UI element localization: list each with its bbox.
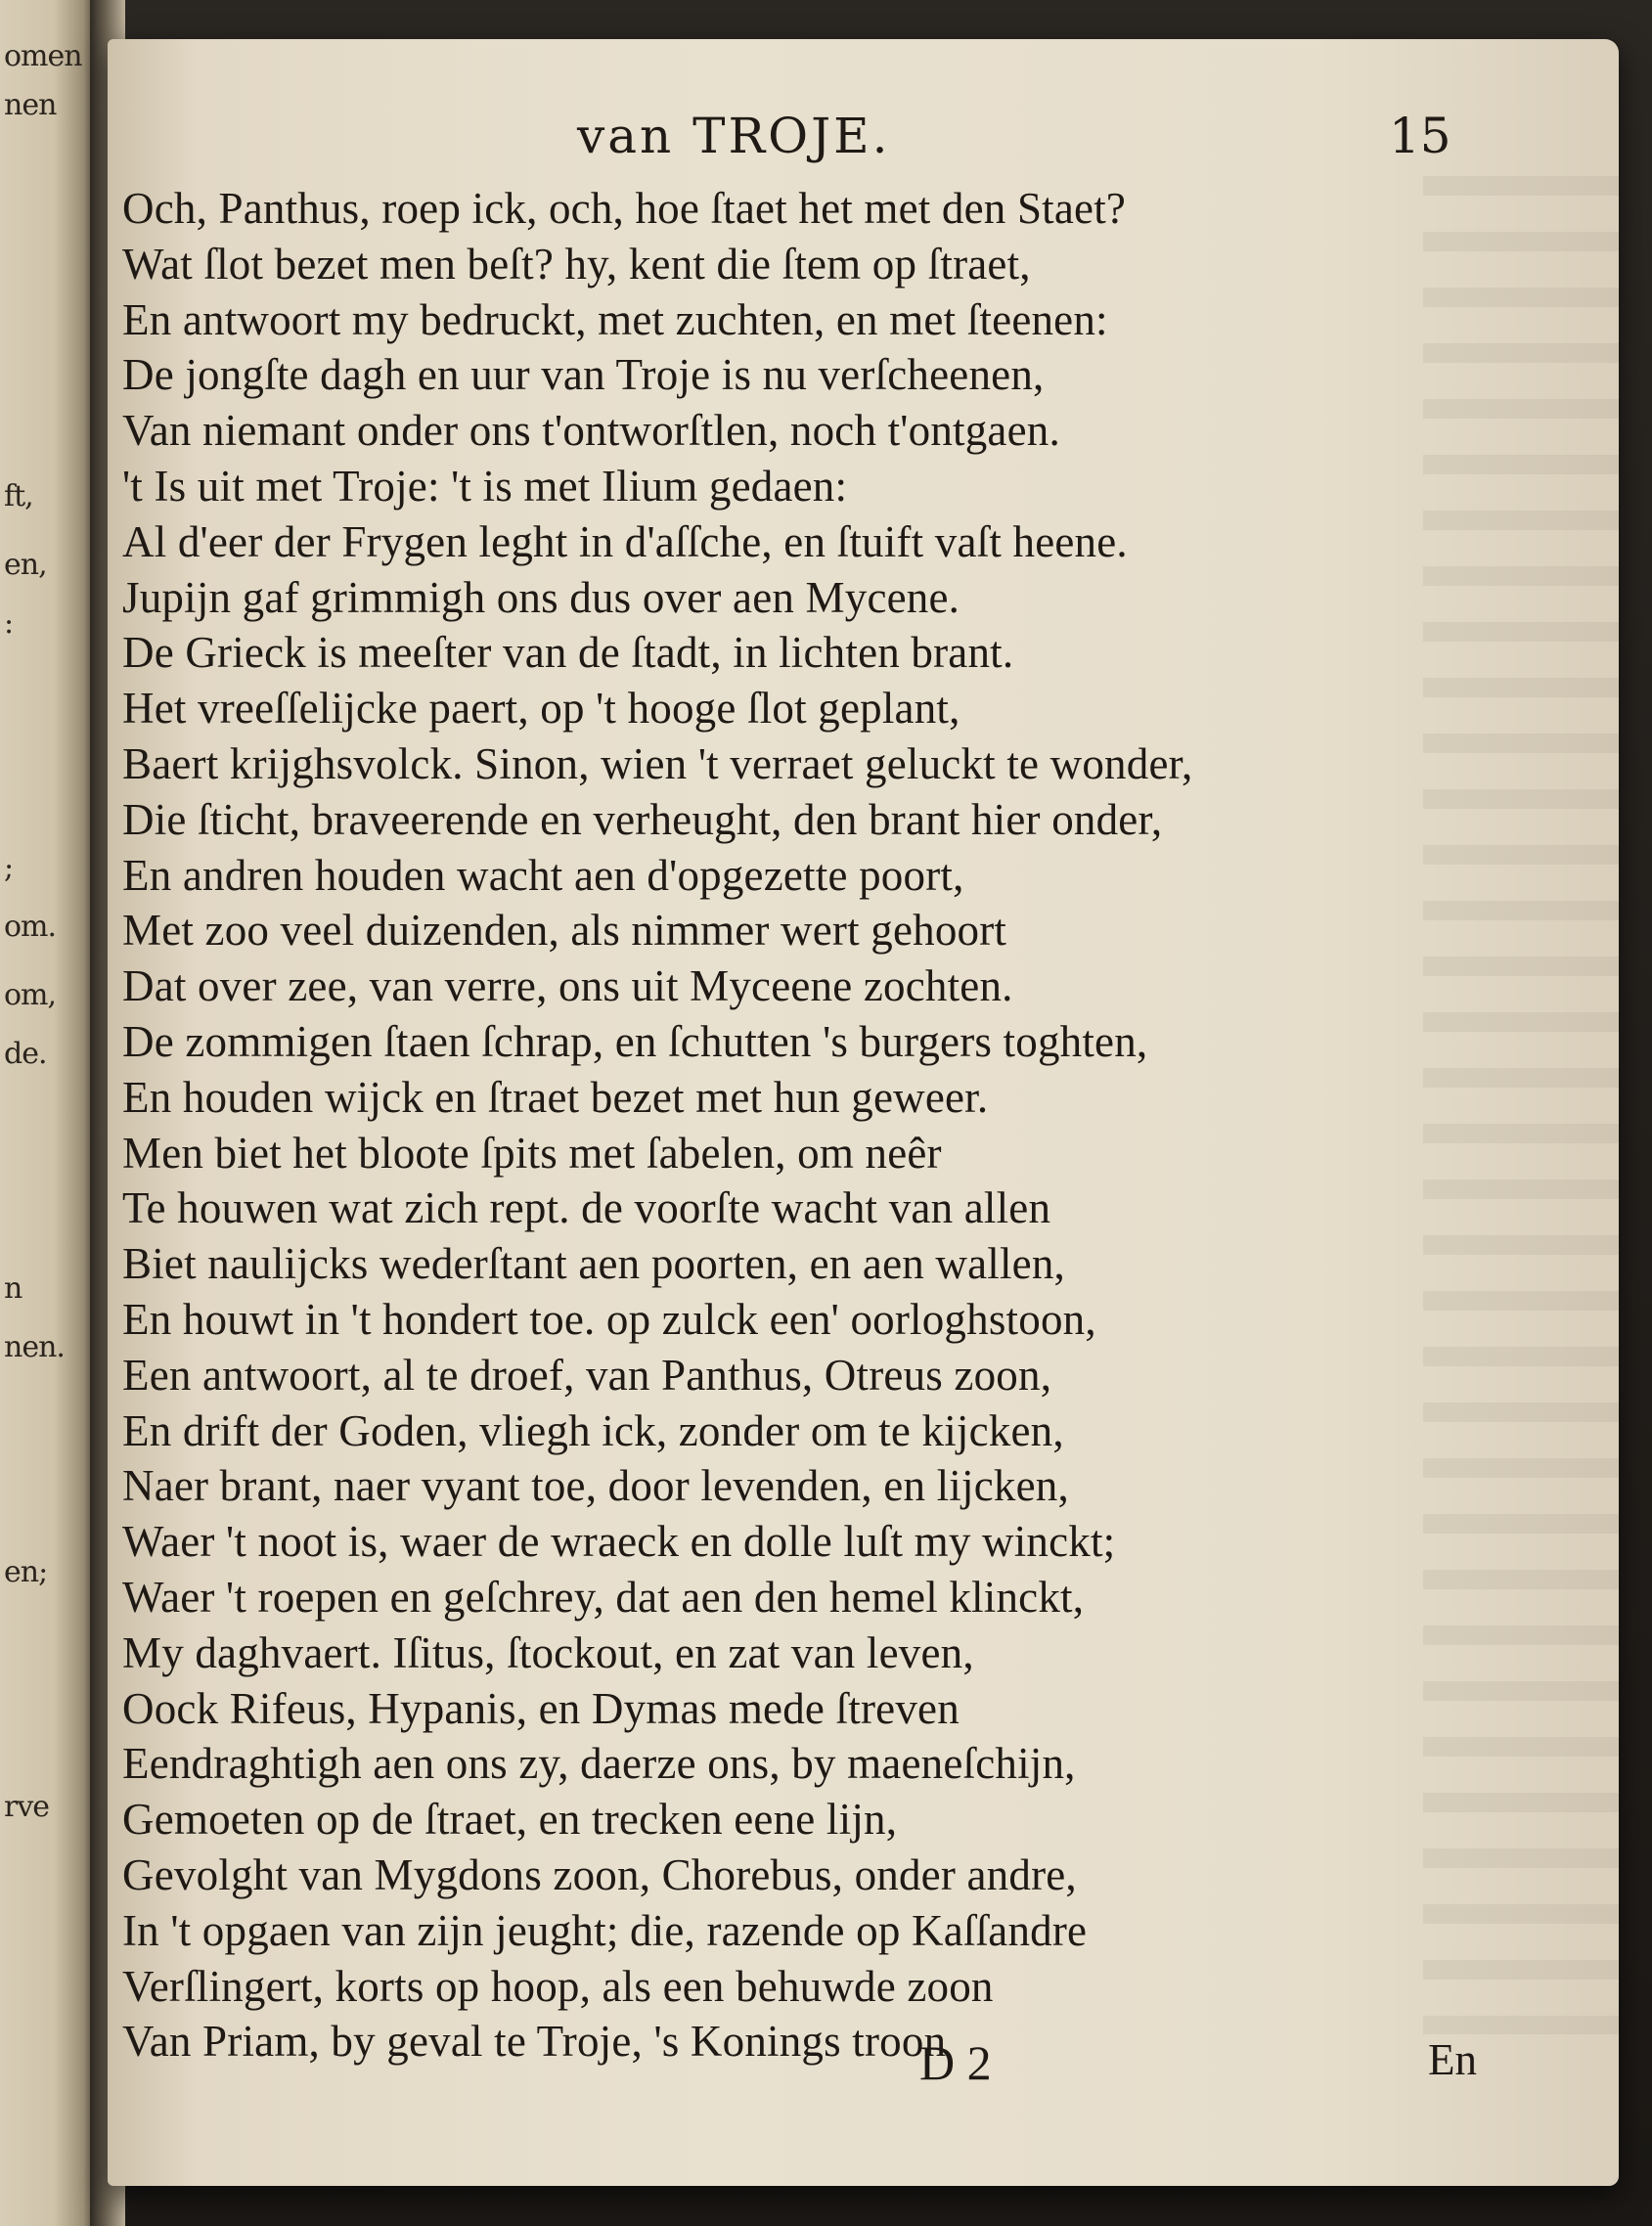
facing-page-fragment: ft, <box>4 479 33 513</box>
poem-line: Eendraghtigh aen ons zy, daerze ons, by maeneſchijn, <box>122 1739 1076 1789</box>
facing-page-fragment: om. <box>4 910 57 944</box>
page-footer <box>108 2034 1619 2113</box>
poem-line: En houden wijck en ſtraet bezet met hun geweer. <box>122 1072 989 1122</box>
running-head: van TROJE. <box>577 108 891 164</box>
facing-page-fragment: en, <box>4 548 47 582</box>
facing-page-fragment: ; <box>4 851 14 885</box>
facing-page-fragment: n <box>4 1271 22 1306</box>
poem-line: De zommigen ſtaen ſchrap, en ſchutten 's burgers toghten, <box>122 1016 1148 1066</box>
facing-page-fragment: nen <box>4 88 57 122</box>
poem-line: Men biet het bloote ſpits met ſabelen, om neêr <box>122 1128 942 1178</box>
poem-line: Een antwoort, al te droef, van Panthus, Otreus zoon, <box>122 1350 1052 1400</box>
poem-line: De Grieck is meeſter van de ſtadt, in lichten brant. <box>122 628 1014 678</box>
poem-line: Dat over zee, van verre, ons uit Myceene zochten. <box>122 961 1013 1011</box>
poem-line: Gemoeten op de ſtraet, en trecken eene lijn, <box>122 1795 898 1845</box>
poem-line: Waer 't roepen en geſchrey, dat aen den hemel klinckt, <box>122 1572 1085 1622</box>
poem-line: Met zoo veel duizenden, als nimmer wert gehoort <box>122 906 1007 956</box>
page-number: 15 <box>1389 108 1451 164</box>
poem-line: Gevolght van Mygdons zoon, Chorebus, onder andre, <box>122 1849 1077 1899</box>
poem-line: My daghvaert. Iſitus, ſtockout, en zat van leven, <box>122 1627 974 1677</box>
facing-page-fragment: omen <box>4 39 82 73</box>
poem-line: Wat ſlot bezet men beſt? hy, kent die ſtem op ſtraet, <box>122 239 1031 289</box>
poem-line: En drift der Goden, vliegh ick, zonder om te kijcken, <box>122 1405 1064 1455</box>
poem-line: En antwoort my bedruckt, met zuchten, en met ſteenen: <box>122 294 1108 344</box>
poem-line: Jupijn gaf grimmigh ons dus over aen Mycene. <box>122 572 960 622</box>
poem-line: Van niemant onder ons t'ontworſtlen, noch t'ontgaen. <box>122 406 1060 456</box>
book-page <box>108 39 1619 2186</box>
poem-text <box>122 181 1472 2070</box>
poem-line: En houwt in 't hondert toe. op zulck een' oorloghstoon, <box>122 1294 1096 1344</box>
facing-page-fragment: en; <box>4 1555 48 1589</box>
poem-line: Te houwen wat zich rept. de voorſte wacht van allen <box>122 1183 1051 1233</box>
catchword: En <box>1428 2035 1477 2084</box>
page-header <box>108 108 1619 186</box>
poem-line: Oock Rifeus, Hypanis, en Dymas mede ſtreven <box>122 1683 960 1733</box>
facing-page-fragment: om, <box>4 978 57 1012</box>
poem-line: Verſlingert, korts op hoop, als een behuwde zoon <box>122 1961 994 2011</box>
poem-line: 't Is uit met Troje: 't is met Ilium gedaen: <box>122 461 848 511</box>
facing-page-fragment: de. <box>4 1037 47 1071</box>
facing-page <box>0 0 98 2226</box>
facing-page-fragment: rve <box>4 1790 50 1824</box>
poem-line: Van Priam, by geval te Troje, 's Konings troon <box>122 2017 947 2067</box>
poem-line: Och, Panthus, roep ick, och, hoe ſtaet het met den Staet? <box>122 184 1127 233</box>
signature-mark: D 2 <box>919 2035 992 2090</box>
poem-line: Biet naulijcks wederſtant aen poorten, en aen wallen, <box>122 1239 1065 1289</box>
poem-line: Al d'eer der Frygen leght in d'aſſche, en ſtuift vaſt heene. <box>122 516 1128 566</box>
facing-page-fragment: nen. <box>4 1330 65 1364</box>
poem-line: Naer brant, naer vyant toe, door levenden, en lijcken, <box>122 1461 1069 1511</box>
poem-line: Baert krijghsvolck. Sinon, wien 't verraet geluckt te wonder, <box>122 738 1193 788</box>
poem-line: Waer 't noot is, waer de wraeck en dolle luſt my winckt; <box>122 1517 1116 1567</box>
poem-line: In 't opgaen van zijn jeught; die, razende op Kaſſandre <box>122 1905 1088 1955</box>
poem-line: Die ſticht, braveerende en verheught, den brant hier onder, <box>122 794 1163 844</box>
facing-page-fragment: : <box>4 606 14 641</box>
poem-line: De jongſte dagh en uur van Troje is nu verſcheenen, <box>122 350 1045 400</box>
poem-line: En andren houden wacht aen d'opgezette poort, <box>122 850 964 900</box>
poem-line: Het vreeſſelijcke paert, op 't hooge ſlot geplant, <box>122 684 960 734</box>
